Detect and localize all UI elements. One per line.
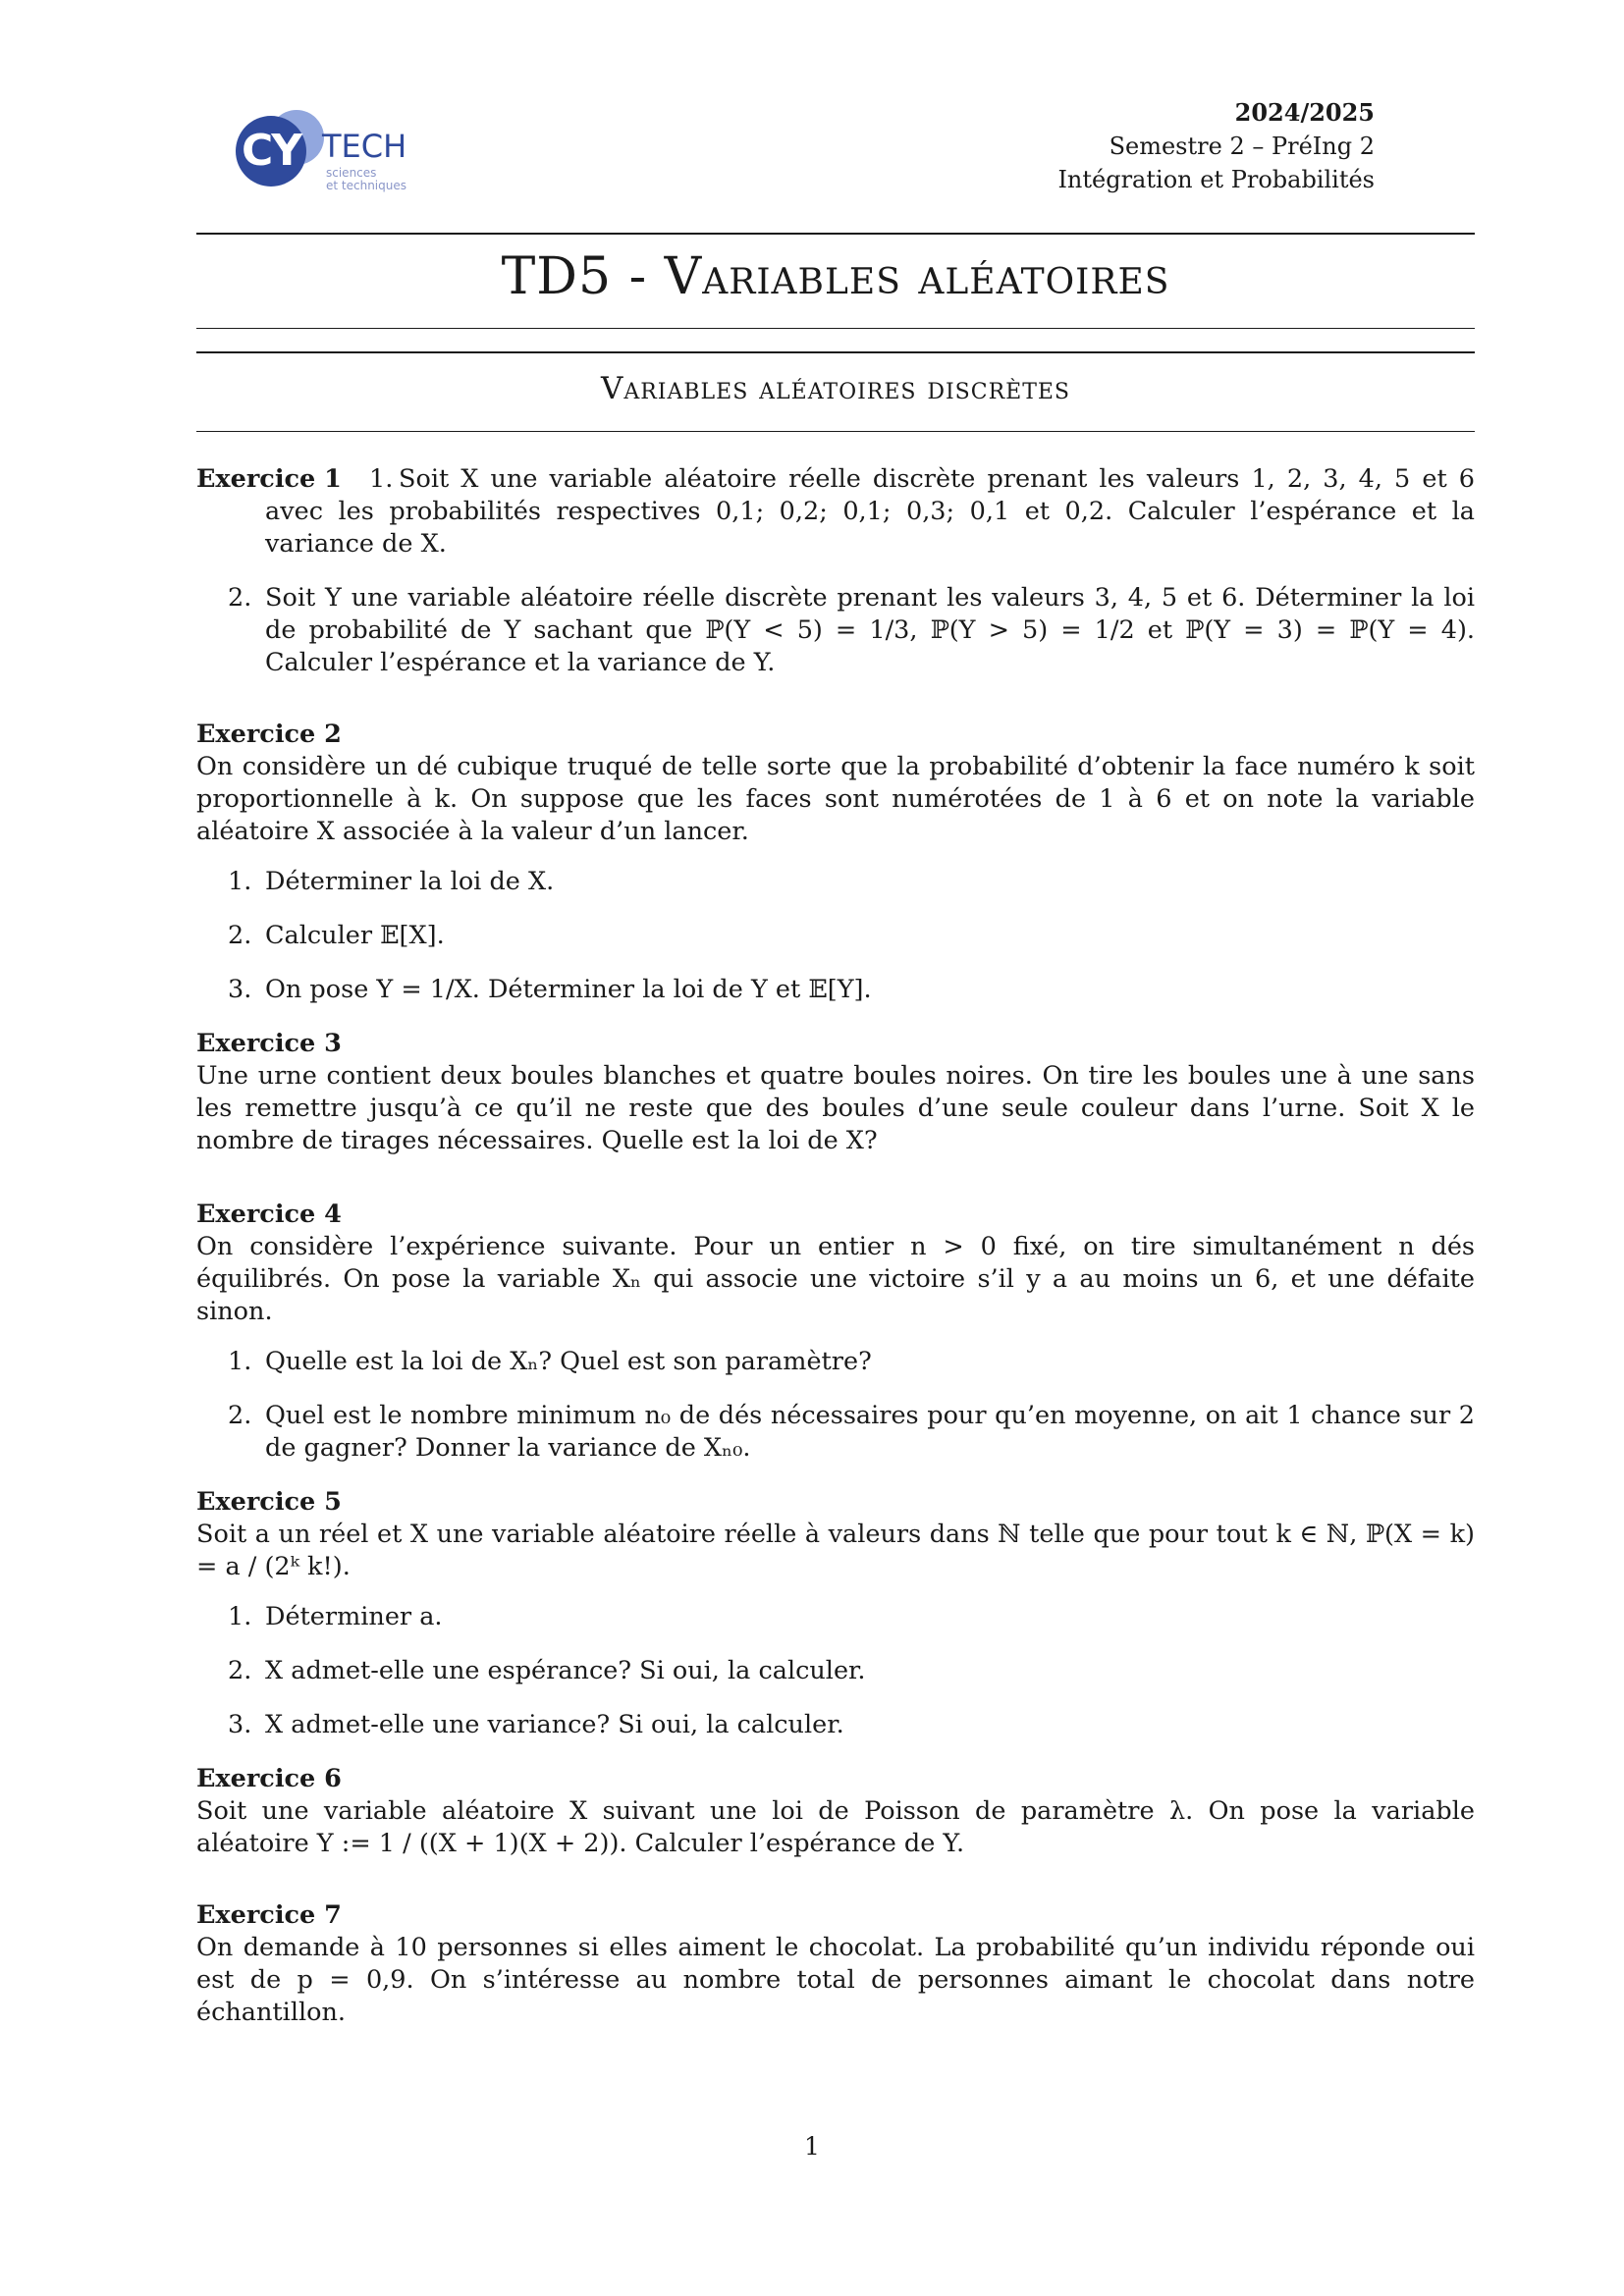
exercise-list	[196, 463, 1475, 2051]
exercise-title: Exercice 5	[196, 1487, 342, 1517]
exercise-title: Exercice 3	[196, 1029, 342, 1058]
semester-label: Semestre 2 – PréIng 2	[1109, 133, 1375, 160]
list-item: 3. On pose Y = 1/X. Déterminer la loi de Y et 𝔼[Y].	[228, 975, 872, 1004]
exercise-title: Exercice 7	[196, 1900, 342, 1930]
exercise-5	[196, 1486, 1475, 1741]
list-item: 1. Déterminer la loi de X.	[228, 867, 555, 896]
page-title: TD5 - Variables aléatoires	[501, 247, 1170, 306]
course-name: Intégration et Probabilités	[1057, 166, 1375, 193]
exercise-3	[196, 1028, 1475, 1157]
title-rule-bottom	[196, 351, 1475, 353]
exercise-statement: On considère l’expérience suivante. Pour un entier n > 0 fixé, on tire simultanément n dés équilibrés. On pose la variable Xₙ qui associe une victoire s’il y a au moins un 6, et une défaite sinon.	[196, 1232, 1475, 1326]
exercise-1	[196, 463, 1475, 679]
section-heading: Variables aléatoires discrètes	[600, 371, 1071, 406]
academic-year: 2024/2025	[1234, 98, 1375, 127]
exercise-statement: Soit a un réel et X une variable aléatoire réelle à valeurs dans ℕ telle que pour tout k ∈ ℕ, ℙ(X = k) = a / (2ᵏ k!).	[196, 1520, 1475, 1581]
page-number: 1	[804, 2132, 820, 2161]
header-rule	[196, 233, 1475, 235]
section-rule	[196, 431, 1475, 432]
exercise-title: Exercice 2	[196, 720, 342, 749]
exercise-statement: Soit une variable aléatoire X suivant une loi de Poisson de paramètre λ. On pose la variable aléatoire Y := 1 / ((X + 1)(X + 2)). Calculer l’espérance de Y.	[196, 1796, 1475, 1858]
list-item: 3. X admet-elle une variance? Si oui, la calculer.	[228, 1710, 844, 1739]
title-rule-top	[196, 328, 1475, 329]
exercise-4	[196, 1199, 1475, 1465]
list-item: 2. Quel est le nombre minimum n₀ de dés nécessaires pour qu’en moyenne, on ait 1 chance sur 2 de gagner? Donner la variance de Xₙ₀.	[228, 1401, 1475, 1463]
exercise-2	[196, 719, 1475, 1006]
list-item: 2. X admet-elle une espérance? Si oui, la calculer.	[228, 1656, 866, 1685]
exercise-title: Exercice 4	[196, 1200, 342, 1229]
header-info	[1057, 96, 1375, 196]
list-item: 1. Soit X une variable aléatoire réelle discrète prenant les valeurs 1, 2, 3, 4, 5 et 6 avec les probabilités respectives 0,1; 0,2; 0,1; 0,3; 0,1 et 0,2. Calculer l’espérance et la variance de X.	[265, 464, 1475, 559]
list-item: 2. Soit Y une variable aléatoire réelle discrète prenant les valeurs 3, 4, 5 et 6. Déterminer la loi de probabilité de Y sachant que ℙ(Y < 5) = 1/3, ℙ(Y > 5) = 1/2 et ℙ(Y = 3) = ℙ(Y = 4). Calculer l’espérance et la variance de Y.	[228, 583, 1475, 677]
exercise-6	[196, 1763, 1475, 1860]
exercise-statement: Une urne contient deux boules blanches et quatre boules noires. On tire les boules une à une sans les remettre jusqu’à ce qu’il ne reste que des boules d’une seule couleur dans l’urne. Soit X le nombre de tirages nécessaires. Quelle est la loi de X?	[196, 1061, 1475, 1155]
exercise-title: Exercice 1	[196, 464, 342, 494]
exercise-statement: On demande à 10 personnes si elles aiment le chocolat. La probabilité qu’un individu réponde oui est de p = 0,9. On s’intéresse au nombre total de personnes aimant le chocolat dans notre échantillon.	[196, 1933, 1475, 2027]
list-item: 1. Quelle est la loi de Xₙ? Quel est son paramètre?	[228, 1347, 872, 1376]
exercise-7	[196, 1899, 1475, 2029]
list-item: 2. Calculer 𝔼[X].	[228, 921, 445, 950]
exercise-title: Exercice 6	[196, 1764, 342, 1793]
exercise-statement: On considère un dé cubique truqué de telle sorte que la probabilité d’obtenir la face numéro k soit proportionnelle à k. On suppose que les faces sont numérotées de 1 à 6 et on note la variable aléatoire X associée à la valeur d’un lancer.	[196, 752, 1475, 846]
list-item: 1. Déterminer a.	[228, 1602, 443, 1631]
cytech-logo: CY TECH sciences et techniques	[236, 108, 412, 196]
